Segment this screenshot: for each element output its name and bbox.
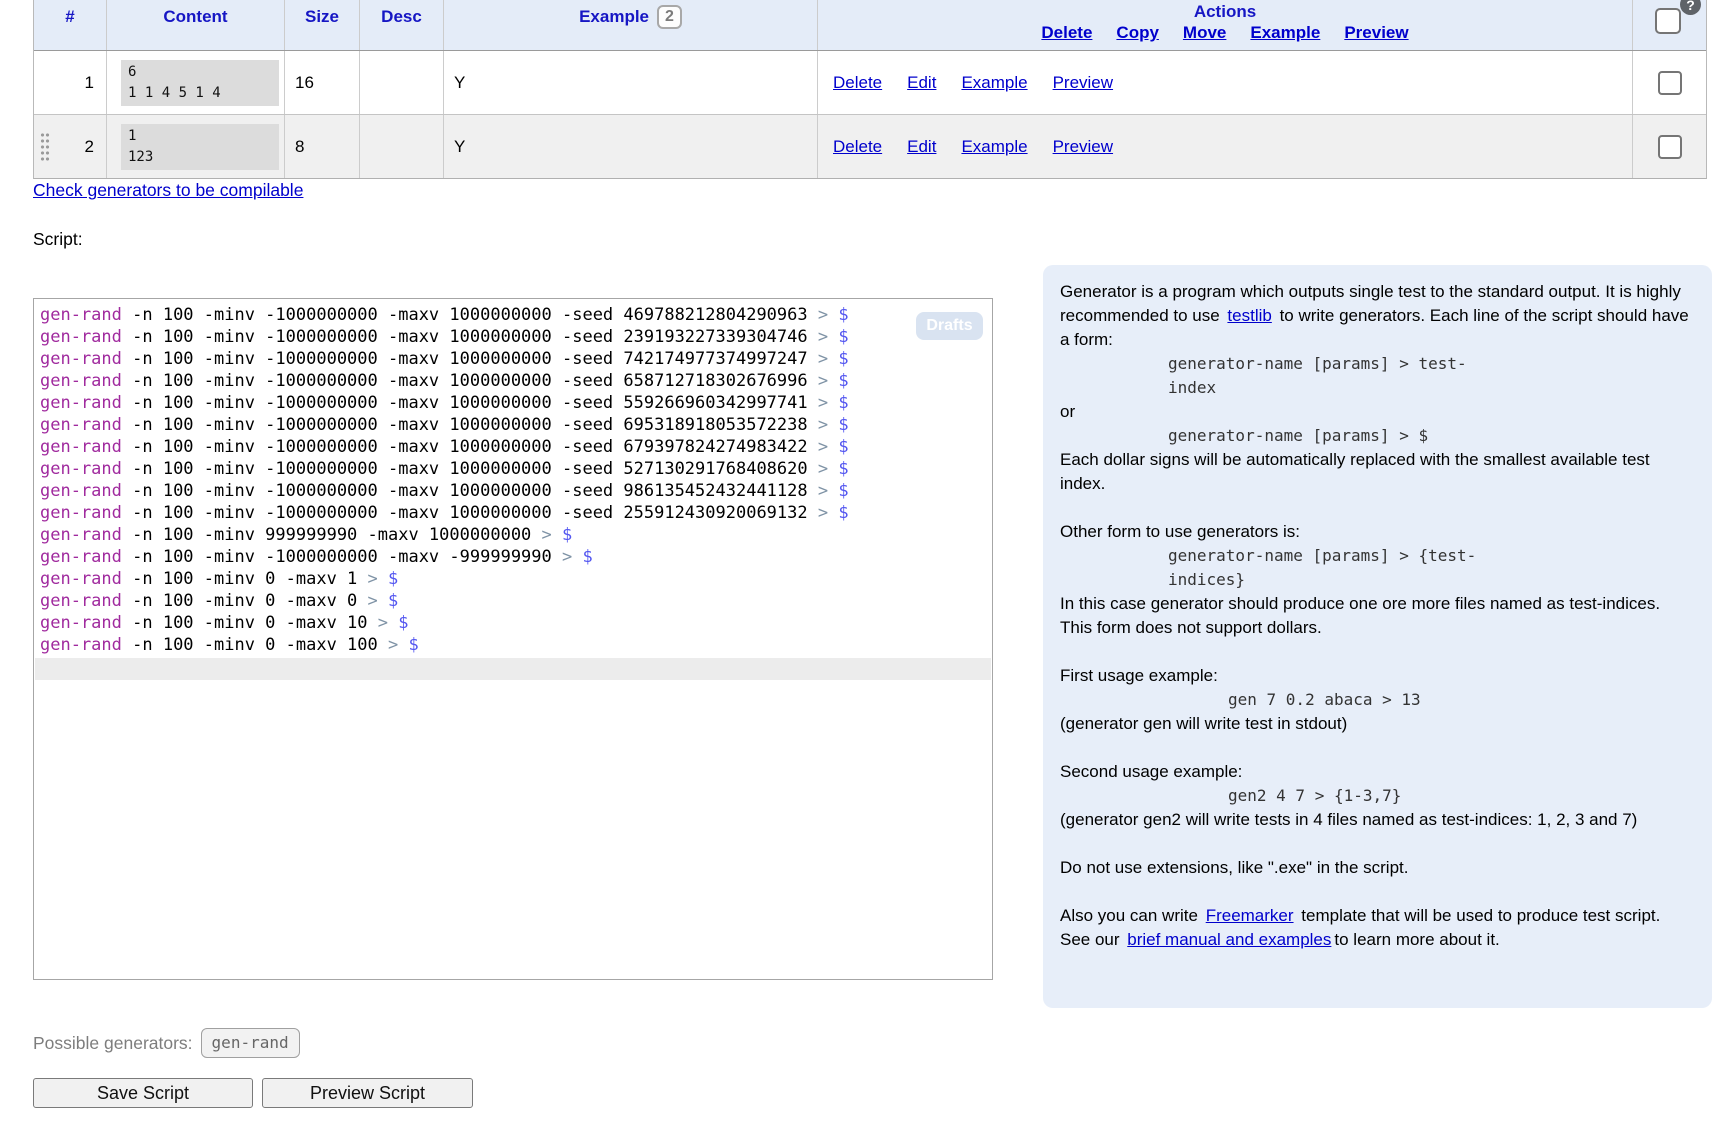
generator-name-token: gen-rand	[40, 437, 122, 457]
generator-name-token: gen-rand	[40, 393, 122, 413]
test-size: 8	[295, 136, 305, 156]
column-header-example	[444, 0, 818, 50]
test-number-cell	[34, 115, 107, 178]
generator-name-token: gen-rand	[40, 525, 122, 545]
generator-args-token: -n 100 -minv -1000000000 -maxv 1000000000 -seed 695318918053572238	[121, 415, 818, 435]
test-desc-cell	[360, 51, 444, 114]
generator-args-token: -n 100 -minv 0 -maxv 10	[121, 613, 378, 633]
generator-args-token: -n 100 -minv -1000000000 -maxv 1000000000 -seed 679397824274983422	[121, 437, 818, 457]
script-line[interactable]	[34, 326, 992, 348]
panel-paragraph: (generator gen will write test in stdout)	[1060, 714, 1348, 733]
delete-test-link[interactable]: Delete	[833, 136, 883, 156]
column-header-select	[1633, 0, 1706, 50]
column-header-actions	[818, 0, 1633, 50]
dollar-token: $	[388, 613, 409, 633]
content-line: 6	[128, 63, 137, 80]
content-line: 1 1 4 5 1 4	[128, 84, 221, 101]
panel-paragraph: Other form to use generators is:	[1060, 522, 1300, 541]
redirect-token: >	[562, 547, 573, 567]
redirect-token: >	[817, 371, 829, 391]
script-code[interactable]	[34, 299, 992, 656]
dollar-token: $	[398, 635, 419, 655]
table-row	[34, 114, 1706, 178]
generator-args-token: -n 100 -minv -1000000000 -maxv 1000000000 -seed 742174977374997247	[121, 349, 818, 369]
panel-paragraph: (generator gen2 will write tests in 4 files named as test-indices: 1, 2, 3 and 7)	[1060, 810, 1638, 829]
actions-title: Actions	[1193, 2, 1257, 21]
generator-help-panel	[1043, 265, 1712, 1008]
generator-name-token: gen-rand	[40, 547, 122, 567]
dollar-token: $	[828, 393, 849, 413]
test-number: 1	[84, 72, 94, 92]
script-line[interactable]	[34, 348, 992, 370]
table-header-row	[34, 0, 1706, 51]
generator-args-token: -n 100 -minv -1000000000 -maxv 1000000000 -seed 255912430920069132	[121, 503, 818, 523]
drag-handle[interactable]	[40, 132, 50, 162]
panel-spacer	[1060, 880, 1695, 904]
script-line[interactable]	[34, 546, 992, 568]
script-line[interactable]	[34, 458, 992, 480]
panel-link[interactable]: brief manual and examples	[1127, 930, 1332, 949]
panel-code-line: generator-name [params] > $	[1168, 426, 1429, 445]
generator-name-token: gen-rand	[40, 591, 122, 611]
preview-script-button[interactable]: Preview Script	[262, 1078, 473, 1108]
redirect-token: >	[817, 481, 829, 501]
dollar-token: $	[828, 503, 849, 523]
move-link[interactable]: Move	[1182, 23, 1227, 42]
generator-args-token: -n 100 -minv -1000000000 -maxv 1000000000 -seed 559266960342997741	[121, 393, 818, 413]
drafts-button[interactable]: Drafts	[916, 312, 983, 340]
test-select-cell	[1633, 51, 1706, 114]
table-row	[34, 51, 1706, 114]
generator-args-token: -n 100 -minv -1000000000 -maxv 1000000000 -seed 469788212804290963	[121, 305, 818, 325]
generator-args-token: -n 100 -minv -1000000000 -maxv 1000000000 -seed 527130291768408620	[121, 459, 818, 479]
generator-args-token: -n 100 -minv 0 -maxv 1	[121, 569, 368, 589]
redirect-token: >	[817, 327, 829, 347]
panel-code-line: indices}	[1168, 570, 1246, 589]
example-count-badge: 2	[657, 5, 682, 29]
dollar-token: $	[828, 415, 849, 435]
generator-name-token: gen-rand	[40, 371, 122, 391]
redirect-token: >	[388, 635, 399, 655]
redirect-token: >	[817, 305, 829, 325]
generator-name-token: gen-rand	[40, 569, 122, 589]
test-actions-cell	[818, 51, 1633, 114]
redirect-token: >	[817, 415, 829, 435]
panel-paragraph: First usage example:	[1060, 666, 1218, 685]
script-editor[interactable]	[33, 298, 993, 980]
column-header-desc-label: Desc	[381, 7, 422, 26]
script-line[interactable]	[34, 612, 992, 634]
test-example-cell	[444, 51, 818, 114]
generator-name-token: gen-rand	[40, 305, 122, 325]
dollar-token: $	[551, 525, 573, 545]
possible-generators	[33, 1028, 300, 1058]
script-line[interactable]	[34, 568, 992, 590]
generator-name-token: gen-rand	[40, 459, 122, 479]
generator-name-token: gen-rand	[40, 503, 122, 523]
example-test-link[interactable]: Example	[961, 136, 1028, 156]
generator-args-token: -n 100 -minv -1000000000 -maxv 1000000000 -seed 986135452432441128	[121, 481, 818, 501]
panel-code-line: generator-name [params] > test-	[1168, 354, 1467, 373]
script-line[interactable]	[34, 590, 992, 612]
script-line[interactable]	[34, 436, 992, 458]
preview-link[interactable]: Preview	[1344, 23, 1409, 42]
panel-code-line: gen 7 0.2 abaca > 13	[1228, 690, 1421, 709]
generator-args-token: -n 100 -minv 0 -maxv 0	[121, 591, 368, 611]
test-select-cell	[1633, 115, 1706, 178]
panel-paragraph: Second usage example:	[1060, 762, 1243, 781]
redirect-token: >	[367, 569, 378, 589]
delete-test-link[interactable]: Delete	[833, 72, 883, 92]
script-buttons	[33, 1078, 473, 1108]
column-header-num-label: #	[65, 7, 75, 26]
column-header-example-label: Example	[579, 7, 650, 26]
possible-generators-label: Possible generators:	[33, 1032, 193, 1053]
redirect-token: >	[817, 503, 829, 523]
test-desc-cell	[360, 115, 444, 178]
redirect-token: >	[817, 459, 829, 479]
test-content-box	[121, 124, 279, 170]
column-header-size-label: Size	[304, 7, 340, 26]
generator-name-token: gen-rand	[40, 481, 122, 501]
dollar-token: $	[828, 481, 849, 501]
column-header-content	[107, 0, 285, 50]
panel-paragraph: Do not use extensions, like ".exe" in the script.	[1060, 858, 1409, 877]
generator-args-token: -n 100 -minv -1000000000 -maxv -999999990	[121, 547, 562, 567]
test-example-cell	[444, 115, 818, 178]
test-example-flag: Y	[454, 72, 466, 92]
script-line[interactable]	[34, 370, 992, 392]
copy-link[interactable]: Copy	[1116, 23, 1159, 42]
dollar-token: $	[828, 327, 849, 347]
generator-args-token: -n 100 -minv -1000000000 -maxv 1000000000 -seed 658712718302676996	[121, 371, 818, 391]
example-test-link[interactable]: Example	[961, 72, 1028, 92]
script-line[interactable]	[34, 414, 992, 436]
panel-code-line: generator-name [params] > {test-	[1168, 546, 1477, 565]
edit-test-link[interactable]: Edit	[907, 72, 937, 92]
panel-spacer	[1060, 832, 1695, 856]
column-header-desc	[360, 0, 444, 50]
select-test-checkbox[interactable]	[1658, 135, 1682, 159]
example-link[interactable]: Example	[1250, 23, 1321, 42]
script-line[interactable]	[34, 634, 992, 656]
redirect-token: >	[817, 437, 829, 457]
panel-paragraph: Each dollar signs will be automatically replaced with the smallest available test index.	[1060, 450, 1650, 493]
column-header-content-label: Content	[163, 7, 228, 26]
generator-chip[interactable]: gen-rand	[201, 1028, 300, 1058]
dollar-token: $	[828, 349, 849, 369]
test-content-box	[121, 60, 279, 106]
redirect-token: >	[817, 393, 829, 413]
script-line[interactable]	[34, 502, 992, 524]
tests-table	[33, 0, 1707, 179]
actions-header-links	[1041, 23, 1408, 43]
generator-name-token: gen-rand	[40, 349, 122, 369]
script-label: Script:	[33, 229, 83, 249]
select-all-checkbox[interactable]	[1655, 8, 1681, 34]
test-example-flag: Y	[454, 136, 466, 156]
preview-test-link[interactable]: Preview	[1052, 72, 1114, 92]
dollar-token: $	[572, 547, 593, 567]
panel-paragraph: In this case generator should produce one ore more files named as test-indices. This form does not support dollars.	[1060, 594, 1661, 637]
panel-paragraph: Also you can write Freemarker template that will be used to produce test script. See our brief manual and examples to learn more about it.	[1060, 906, 1661, 949]
check-generators-link[interactable]: Check generators to be compilable	[33, 180, 304, 200]
script-line[interactable]	[34, 480, 992, 502]
redirect-token: >	[377, 613, 389, 633]
script-line[interactable]	[34, 524, 992, 546]
help-icon[interactable]: ?	[1680, 0, 1701, 15]
generator-name-token: gen-rand	[40, 613, 122, 633]
generator-name-token: gen-rand	[40, 635, 122, 655]
dollar-token: $	[828, 437, 849, 457]
panel-code-line: gen2 4 7 > {1-3,7}	[1228, 786, 1402, 805]
redirect-token: >	[817, 349, 829, 369]
panel-code-line: index	[1168, 378, 1217, 397]
dollar-token: $	[377, 569, 399, 589]
test-content-cell	[107, 115, 285, 178]
panel-paragraph: Generator is a program which outputs single test to the standard output. It is highly recommended to use testlib to write generators. Each line of the script should have a form:	[1060, 282, 1689, 349]
generator-name-token: gen-rand	[40, 327, 122, 347]
panel-link[interactable]: testlib	[1227, 306, 1272, 325]
test-actions-cell	[818, 115, 1633, 178]
test-size-cell	[285, 51, 360, 114]
test-size-cell	[285, 115, 360, 178]
select-test-checkbox[interactable]	[1658, 71, 1682, 95]
delete-all-link[interactable]: Delete	[1041, 23, 1093, 42]
panel-spacer	[1060, 736, 1695, 760]
redirect-token: >	[541, 525, 552, 545]
panel-spacer	[1060, 496, 1695, 520]
test-number: 2	[84, 136, 94, 156]
content-line: 123	[128, 148, 154, 165]
panel-link[interactable]: Freemarker	[1205, 906, 1294, 925]
script-line[interactable]	[34, 304, 992, 326]
dollar-token: $	[828, 305, 849, 325]
content-line: 1	[128, 127, 137, 144]
redirect-token: >	[367, 591, 378, 611]
editor-active-line	[35, 658, 991, 680]
generator-args-token: -n 100 -minv 999999990 -maxv 1000000000	[121, 525, 542, 545]
generator-args-token: -n 100 -minv -1000000000 -maxv 1000000000 -seed 239193227339304746	[121, 327, 818, 347]
test-number-cell	[34, 51, 107, 114]
preview-test-link[interactable]: Preview	[1052, 136, 1114, 156]
column-header-size	[285, 0, 360, 50]
column-header-num	[34, 0, 107, 50]
generator-args-token: -n 100 -minv 0 -maxv 100	[121, 635, 388, 655]
edit-test-link[interactable]: Edit	[907, 136, 937, 156]
dollar-token: $	[377, 591, 399, 611]
generator-name-token: gen-rand	[40, 415, 122, 435]
test-content-cell	[107, 51, 285, 114]
panel-spacer	[1060, 640, 1695, 664]
script-line[interactable]	[34, 392, 992, 414]
dollar-token: $	[828, 371, 849, 391]
test-size: 16	[295, 72, 314, 92]
panel-paragraph: or	[1060, 402, 1076, 421]
dollar-token: $	[828, 459, 849, 479]
save-script-button[interactable]: Save Script	[33, 1078, 253, 1108]
